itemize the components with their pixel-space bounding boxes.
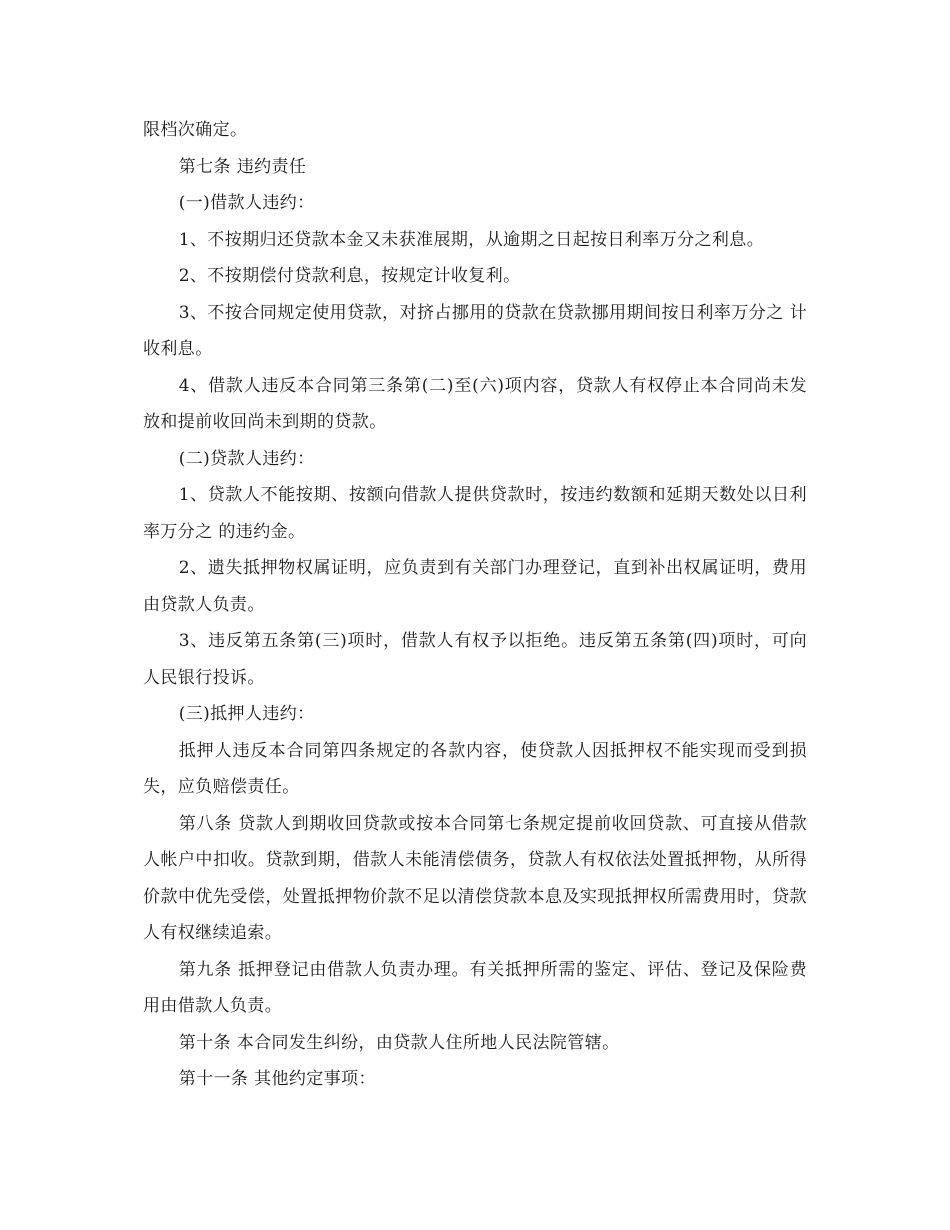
- lender-breach-item-1: 1、贷款人不能按期、按额向借款人提供贷款时，按违约数额和延期天数处以日利率万分之 的违约金。: [143, 485, 807, 542]
- mortgagor-breach-text: 抵押人违反本合同第四条规定的各款内容，使贷款人因抵押权不能实现而受到损失，应负赔偿责任。: [143, 740, 807, 797]
- paragraph-continuation: 限档次确定。: [143, 120, 248, 140]
- borrower-breach-item-4: 4、借款人违反本合同第三条第(二)至(六)项内容，贷款人有权停止本合同尚未发放和提前收回尚未到期的贷款。: [143, 375, 807, 432]
- section-borrower-breach: (一)借款人违约：: [178, 193, 315, 213]
- lender-breach-item-2: 2、遗失抵押物权属证明，应负责到有关部门办理登记，直到补出权属证明，费用由贷款人负责。: [143, 558, 807, 615]
- article-11: 第十一条 其他约定事项：: [178, 1069, 376, 1089]
- borrower-breach-item-1: 1、不按期归还贷款本金又未获准展期，从逾期之日起按日利率万分之利息。: [178, 229, 765, 250]
- article-9: 第九条 抵押登记由借款人负责办理。有关抵押所需的鉴定、评估、登记及保险费用由借款人负责。: [143, 959, 807, 1016]
- article-10: 第十条 本合同发生纠纷，由贷款人住所地人民法院管辖。: [178, 1032, 620, 1053]
- lender-breach-item-3: 3、违反第五条第(三)项时，借款人有权予以拒绝。违反第五条第(四)项时，可向人民银行投诉。: [143, 631, 807, 688]
- section-lender-breach: (二)贷款人违约：: [178, 448, 315, 469]
- article-8: 第八条 贷款人到期收回贷款或按本合同第七条规定提前收回贷款、可直接从借款人帐户中扣收。贷款到期，借款人未能清偿债务，贷款人有权依法处置抵押物，从所得价款中优先受偿，处置抵押物价款不足以清偿贷款本息及实现抵押权所需费用时，贷款人有权继续追索。: [143, 813, 807, 943]
- borrower-breach-item-2: 2、不按期偿付贷款利息，按规定计收复利。: [178, 266, 521, 286]
- borrower-breach-item-3: 3、不按合同规定使用贷款，对挤占挪用的贷款在贷款挪用期间按日利率万分之 计收利息。: [143, 302, 807, 359]
- document-body: [143, 112, 807, 1098]
- article-7-heading: 第七条 违约责任: [178, 156, 307, 177]
- section-mortgagor-breach: (三)抵押人违约：: [178, 704, 315, 724]
